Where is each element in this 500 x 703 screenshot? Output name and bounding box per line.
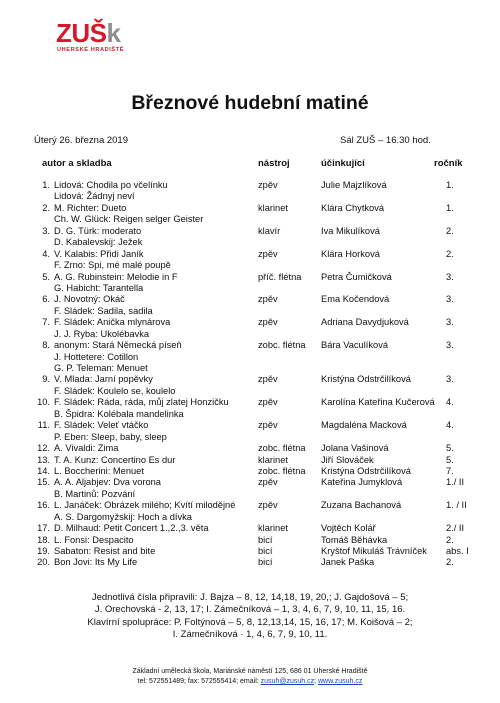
table-row	[0, 180, 500, 191]
row-instrument: bicí	[258, 557, 273, 568]
row-instrument: klarinet	[258, 454, 288, 465]
row-number: 10.	[37, 397, 50, 408]
page-title: Březnové hudební matiné	[131, 92, 369, 114]
program-table	[0, 180, 500, 569]
credits-line: I. Zámečníková · 1, 4, 6, 7, 9, 10, 11.	[172, 628, 328, 640]
row-piece: Lidová: Chodila po včelínku	[54, 180, 168, 190]
row-piece: L. Boccherini: Menuet	[54, 465, 144, 476]
table-row	[0, 557, 500, 568]
row-piece: A. S. Dargomyžskij: Hoch a dívka	[54, 511, 192, 522]
table-row	[0, 237, 500, 248]
row-piece: B. Špidra: Kolébala mandelinka	[54, 408, 184, 419]
row-number: 16.	[37, 500, 50, 511]
header-grade: ročník	[434, 158, 463, 169]
row-piece: T. A. Kunz: Concertino Es dur	[54, 454, 176, 465]
row-piece: P. Eben: Sleep, baby, sleep	[54, 431, 167, 442]
row-grade: 4.	[446, 420, 454, 431]
row-performer: Tomáš Běhávka	[321, 534, 388, 545]
row-instrument: klarinet	[258, 202, 288, 213]
row-piece: G. P. Teleman: Menuet	[54, 363, 148, 373]
row-piece: V. Kalabis: Přidi Janík	[54, 248, 144, 259]
row-performer: Karolína Kateřina Kučerová	[321, 397, 435, 408]
credits-line: Jednotlivá čísla připravili: J. Bajza – 8, 12, 14,18, 19, 20,; J. Gajdošová – 5;	[91, 592, 409, 603]
credits-line: Klavírní spolupráce: P. Foltýnová – 5, 8, 12,13,14, 15, 16, 17; M. Koišová – 2;	[87, 616, 413, 628]
row-performer: Julie Majzlíková	[321, 180, 387, 190]
row-number: 3.	[42, 225, 50, 236]
table-row	[0, 443, 500, 454]
row-piece: J. Hottetere: Cotillon	[54, 351, 139, 362]
row-instrument: zpěv	[258, 500, 278, 511]
table-row	[0, 500, 500, 511]
contact-prefix: tel: 572551489; fax: 572555414; email:	[137, 678, 261, 685]
row-performer: Ema Kočendová	[321, 294, 390, 305]
table-row	[0, 466, 500, 477]
row-piece: A. G. Rubinstein: Melodie in F	[54, 271, 178, 282]
row-number: 9.	[42, 374, 50, 385]
row-number: 6.	[42, 294, 50, 305]
row-performer: Klára Chytková	[321, 202, 385, 213]
row-piece: D. Milhaud: Petit Concert 1.,2.,3. věta	[54, 523, 209, 534]
row-instrument: zobc. flétna	[258, 465, 306, 476]
table-row	[0, 397, 500, 408]
row-grade: 1. / II	[446, 500, 467, 511]
logo-word-main: ZUŠ	[56, 18, 107, 48]
event-place: Sál ZUŠ – 16.30 hod.	[340, 135, 431, 146]
row-piece: A. A. Aljabjev: Dva vorona	[54, 477, 161, 488]
row-number: 17.	[37, 523, 50, 534]
logo-subtitle: UHERSKÉ HRADIŠTĚ	[57, 47, 125, 53]
table-row	[0, 272, 500, 283]
email-link[interactable]: zusuh@zusuh.cz	[260, 678, 315, 685]
row-performer: Petra Čumičková	[321, 271, 392, 282]
row-piece: Sabaton: Resist and bite	[54, 546, 156, 556]
row-piece: L. Janáček: Obrázek milého; Kvítí milodějné	[54, 500, 236, 511]
header-performer: účinkující	[321, 158, 365, 169]
table-row	[0, 214, 500, 225]
header-piece: autor a skladba	[42, 158, 112, 169]
row-piece: D. Kabalevskij: Ježek	[54, 237, 143, 248]
school-logo	[56, 20, 136, 60]
table-row	[0, 306, 500, 317]
row-grade: 5.	[446, 443, 454, 454]
row-instrument: zpěv	[258, 294, 278, 305]
table-row	[0, 363, 500, 374]
row-grade: abs. I	[446, 546, 469, 556]
row-instrument: zpěv	[258, 248, 278, 259]
table-row	[0, 283, 500, 294]
table-row	[0, 535, 500, 546]
table-row	[0, 432, 500, 443]
table-row	[0, 455, 500, 466]
row-performer: Bára Vaculíková	[321, 340, 389, 351]
table-row	[0, 523, 500, 534]
row-grade: 1./ II	[446, 477, 465, 488]
table-row	[0, 203, 500, 214]
row-piece: anonym: Stará Německá píseň	[54, 340, 182, 351]
row-instrument: zpěv	[258, 397, 278, 408]
row-instrument: zpěv	[258, 420, 278, 431]
row-performer: Janek Paška	[321, 557, 375, 568]
row-performer: Vojtěch Kolář	[321, 523, 376, 534]
row-number: 19.	[37, 546, 50, 556]
row-grade: 5.	[446, 454, 454, 465]
row-performer: Magdaléna Macková	[321, 420, 407, 431]
row-number: 14.	[37, 465, 50, 476]
table-row	[0, 420, 500, 431]
row-performer: Klára Horková	[321, 248, 380, 259]
row-grade: 1.	[446, 202, 454, 213]
table-row	[0, 546, 500, 557]
table-row	[0, 409, 500, 420]
row-instrument: příč. flétna	[258, 271, 302, 282]
row-performer: Adriana Davydjuková	[321, 317, 409, 328]
table-row	[0, 226, 500, 237]
web-link[interactable]: www.zusuh.cz	[317, 678, 363, 685]
row-grade: 2.	[446, 534, 454, 545]
row-piece: L. Fonsi: Despacito	[54, 534, 134, 545]
row-number: 12.	[37, 443, 50, 454]
row-grade: 3.	[446, 294, 454, 305]
table-row	[0, 249, 500, 260]
row-performer: Kristýna Odstrčilíková	[321, 465, 411, 476]
row-piece: D. G. Türk: moderato	[54, 225, 142, 236]
row-instrument: bicí	[258, 534, 273, 545]
footer-credits	[30, 592, 470, 641]
contact-separator: ;	[314, 678, 318, 685]
row-grade: 3.	[446, 374, 454, 385]
contact-line	[0, 677, 500, 687]
row-number: 8.	[42, 340, 50, 351]
row-grade: 3.	[446, 271, 454, 282]
table-row	[0, 329, 500, 340]
row-piece: F. Sládek: Ráda, ráda, můj zlatej Honzičku	[54, 397, 229, 408]
school-address	[0, 667, 500, 687]
row-instrument: zobc. flétna	[258, 443, 306, 454]
row-instrument: zpěv	[258, 374, 278, 385]
event-date: Úterý 26. března 2019	[34, 135, 129, 146]
row-performer: Zuzana Bachanová	[321, 500, 402, 511]
table-row	[0, 386, 500, 397]
row-piece: G. Habicht: Tarantella	[54, 282, 144, 293]
row-number: 7.	[42, 317, 50, 328]
row-performer: Kateřina Jumyklová	[321, 477, 403, 488]
table-row	[0, 294, 500, 305]
row-piece: F. Sládek: Veleť vtáčko	[54, 420, 149, 431]
row-number: 1.	[42, 180, 50, 190]
row-instrument: zpěv	[258, 477, 278, 488]
row-instrument: klarinet	[258, 523, 288, 534]
row-number: 15.	[37, 477, 50, 488]
row-piece: J. J. Ryba: Ukolébavka	[54, 328, 150, 339]
row-grade: 2.	[446, 248, 454, 259]
row-performer: Kristýna Odstrčilíková	[321, 374, 411, 385]
row-piece: Bon Jovi: Its My Life	[54, 557, 138, 568]
row-instrument: zpěv	[258, 317, 278, 328]
row-number: 13.	[37, 454, 50, 465]
table-row	[0, 352, 500, 363]
row-number: 5.	[42, 271, 50, 282]
row-grade: 1.	[446, 180, 454, 190]
row-piece: Ch. W. Glück: Reigen selger Geister	[54, 214, 204, 225]
row-piece: V. Mlada: Jarní popěvky	[54, 374, 153, 385]
row-piece: F. Sládek: Sadila, sadila	[54, 305, 153, 316]
row-grade: 2.	[446, 225, 454, 236]
row-number: 18.	[37, 534, 50, 545]
row-performer: Iva Mikulíková	[321, 225, 380, 236]
row-piece: F. Sládek: Anička mlynárova	[54, 317, 171, 328]
row-grade: 7.	[446, 465, 454, 476]
table-row	[0, 317, 500, 328]
row-piece: J. Novotný: Okáč	[54, 294, 125, 305]
table-row	[0, 512, 500, 523]
row-performer: Jiří Slováček	[321, 454, 374, 465]
row-piece: F. Sládek: Koulelo se, koulelo	[54, 385, 176, 396]
row-grade: 2./ II	[446, 523, 465, 534]
address-line: Základní umělecká škola, Mariánské náměstí 125, 686 01 Uherské Hradiště	[132, 668, 368, 675]
row-performer: Kryštof Mikuláš Trávníček	[321, 546, 427, 556]
table-row	[0, 340, 500, 351]
row-number: 20.	[37, 557, 50, 568]
row-grade: 2.	[446, 557, 454, 568]
logo-wordmark	[56, 20, 120, 46]
row-number: 11.	[37, 420, 50, 431]
table-row	[0, 374, 500, 385]
row-instrument: klavír	[258, 225, 281, 236]
row-piece: Lidová: Žádnyj neví	[54, 191, 135, 202]
row-instrument: bicí	[258, 546, 273, 556]
row-grade: 4.	[446, 397, 454, 408]
row-piece: A. Vivaldi: Zima	[54, 443, 119, 454]
row-number: 4.	[42, 248, 50, 259]
table-row	[0, 477, 500, 488]
table-row	[0, 489, 500, 500]
row-performer: Jolana Vašinová	[321, 443, 389, 454]
row-piece: B. Martinů: Pozvání	[54, 488, 136, 499]
row-number: 2.	[42, 202, 50, 213]
table-row	[0, 191, 500, 202]
header-instrument: nástroj	[258, 158, 290, 169]
credits-line: J. Orechovská - 2, 13, 17; I. Zámečníková – 1, 3, 4, 6, 7, 9, 10, 11, 15, 16.	[94, 604, 406, 616]
row-piece: F. Zrno: Spi, mé malé poupě	[54, 260, 171, 271]
row-instrument: zobc. flétna	[258, 340, 306, 351]
row-grade: 3.	[446, 317, 454, 328]
row-grade: 3.	[446, 340, 454, 351]
row-piece: M. Richter: Dueto	[54, 202, 127, 213]
row-instrument: zpěv	[258, 180, 278, 190]
table-row	[0, 260, 500, 271]
logo-word-k: k	[106, 18, 121, 48]
